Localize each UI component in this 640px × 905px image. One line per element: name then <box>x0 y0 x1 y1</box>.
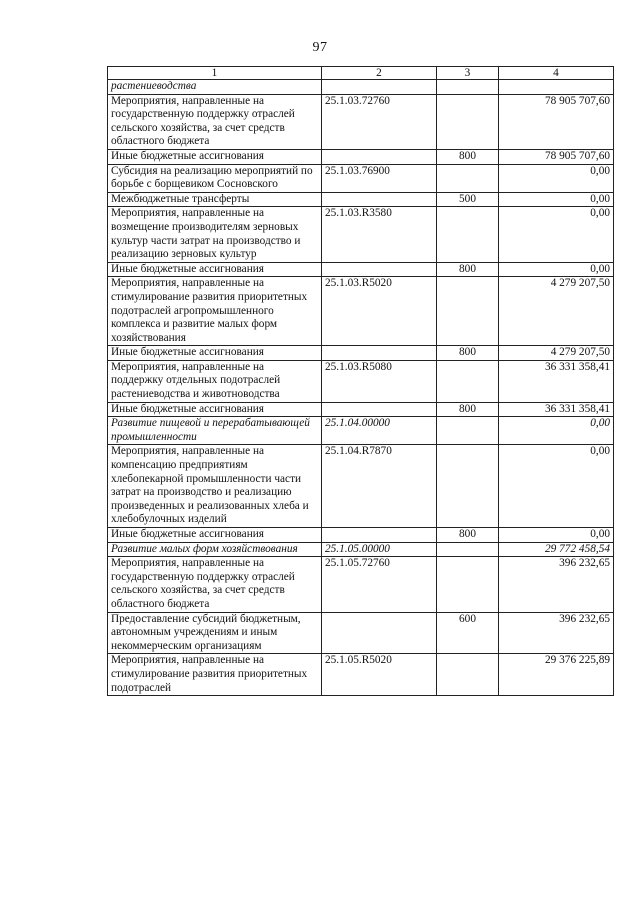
row-expense-type-cell <box>437 94 499 149</box>
header-cell: 2 <box>322 67 437 80</box>
row-amount-cell: 36 331 358,41 <box>499 402 614 417</box>
row-name-cell: Иные бюджетные ассигнования <box>108 346 322 361</box>
row-name-cell: Мероприятия, направленные на государственную поддержку отраслей сельского хозяйства, за счет средств областного бюджета <box>108 557 322 612</box>
row-code-cell: 25.1.04.00000 <box>322 417 437 445</box>
row-code-cell: 25.1.05.00000 <box>322 542 437 557</box>
header-row <box>108 67 614 80</box>
table-row <box>108 94 614 149</box>
table-row <box>108 528 614 543</box>
row-expense-type-cell <box>437 445 499 528</box>
table-row <box>108 612 614 654</box>
row-amount-cell: 0,00 <box>499 445 614 528</box>
row-amount-cell: 29 772 458,54 <box>499 542 614 557</box>
row-name-cell: Иные бюджетные ассигнования <box>108 262 322 277</box>
table-row <box>108 149 614 164</box>
row-name-cell: растениеводства <box>108 80 322 95</box>
table-row <box>108 445 614 528</box>
row-name-cell: Иные бюджетные ассигнования <box>108 528 322 543</box>
row-amount-cell: 0,00 <box>499 417 614 445</box>
row-name-cell: Мероприятия, направленные на стимулирование развития приоритетных подотраслей <box>108 654 322 696</box>
row-expense-type-cell: 500 <box>437 192 499 207</box>
row-amount-cell: 0,00 <box>499 528 614 543</box>
row-code-cell: 25.1.05.72760 <box>322 557 437 612</box>
row-name-cell: Мероприятия, направленные на государственную поддержку отраслей сельского хозяйства, за счет средств областного бюджета <box>108 94 322 149</box>
table-row <box>108 262 614 277</box>
header-cell: 4 <box>499 67 614 80</box>
row-expense-type-cell <box>437 164 499 192</box>
row-expense-type-cell <box>437 360 499 402</box>
table-body <box>108 80 614 696</box>
row-expense-type-cell <box>437 557 499 612</box>
row-name-cell: Мероприятия, направленные на стимулирование развития приоритетных подотраслей агропромышленного комплекса и развитие малых форм хозяйствования <box>108 277 322 346</box>
row-expense-type-cell <box>437 417 499 445</box>
row-name-cell: Иные бюджетные ассигнования <box>108 402 322 417</box>
header-cell: 1 <box>108 67 322 80</box>
row-amount-cell: 29 376 225,89 <box>499 654 614 696</box>
row-amount-cell: 0,00 <box>499 262 614 277</box>
row-expense-type-cell: 800 <box>437 346 499 361</box>
row-amount-cell: 78 905 707,60 <box>499 94 614 149</box>
table-row <box>108 277 614 346</box>
header-cell: 3 <box>437 67 499 80</box>
row-code-cell <box>322 528 437 543</box>
table-row <box>108 192 614 207</box>
row-amount-cell <box>499 80 614 95</box>
row-name-cell: Субсидия на реализацию мероприятий по борьбе с борщевиком Сосновского <box>108 164 322 192</box>
row-code-cell <box>322 192 437 207</box>
budget-table <box>107 66 614 696</box>
row-code-cell <box>322 262 437 277</box>
row-name-cell: Мероприятия, направленные на поддержку отдельных подотраслей растениеводства и животноводства <box>108 360 322 402</box>
row-amount-cell: 36 331 358,41 <box>499 360 614 402</box>
table-row <box>108 360 614 402</box>
row-code-cell <box>322 346 437 361</box>
row-code-cell <box>322 402 437 417</box>
row-code-cell: 25.1.03.76900 <box>322 164 437 192</box>
table-row <box>108 542 614 557</box>
row-code-cell: 25.1.03.R5080 <box>322 360 437 402</box>
row-code-cell <box>322 612 437 654</box>
table-row <box>108 80 614 95</box>
row-code-cell <box>322 149 437 164</box>
table-row <box>108 346 614 361</box>
row-expense-type-cell <box>437 80 499 95</box>
table-row <box>108 207 614 262</box>
row-name-cell: Иные бюджетные ассигнования <box>108 149 322 164</box>
row-amount-cell: 4 279 207,50 <box>499 277 614 346</box>
row-code-cell: 25.1.04.R7870 <box>322 445 437 528</box>
row-code-cell: 25.1.03.R5020 <box>322 277 437 346</box>
row-code-cell <box>322 80 437 95</box>
row-name-cell: Предоставление субсидий бюджетным, автономным учреждениям и иным некоммерческим организациям <box>108 612 322 654</box>
row-code-cell: 25.1.05.R5020 <box>322 654 437 696</box>
row-expense-type-cell <box>437 654 499 696</box>
row-amount-cell: 0,00 <box>499 207 614 262</box>
row-expense-type-cell <box>437 207 499 262</box>
row-name-cell: Межбюджетные трансферты <box>108 192 322 207</box>
row-expense-type-cell: 800 <box>437 402 499 417</box>
row-amount-cell: 0,00 <box>499 164 614 192</box>
row-expense-type-cell: 800 <box>437 262 499 277</box>
row-amount-cell: 396 232,65 <box>499 612 614 654</box>
row-expense-type-cell <box>437 277 499 346</box>
table-row <box>108 417 614 445</box>
row-name-cell: Мероприятия, направленные на компенсацию предприятиям хлебопекарной промышленности части затрат на производство и реализацию произведенных и реализованных хлеба и хлебобулочных изделий <box>108 445 322 528</box>
row-name-cell: Развитие малых форм хозяйствования <box>108 542 322 557</box>
row-amount-cell: 78 905 707,60 <box>499 149 614 164</box>
row-name-cell: Развитие пищевой и перерабатывающей промышленности <box>108 417 322 445</box>
table-row <box>108 402 614 417</box>
row-amount-cell: 396 232,65 <box>499 557 614 612</box>
row-amount-cell: 0,00 <box>499 192 614 207</box>
row-expense-type-cell: 800 <box>437 149 499 164</box>
row-expense-type-cell: 800 <box>437 528 499 543</box>
row-amount-cell: 4 279 207,50 <box>499 346 614 361</box>
row-expense-type-cell <box>437 542 499 557</box>
page-number: 97 <box>312 40 328 55</box>
table-row <box>108 557 614 612</box>
row-code-cell: 25.1.03.R3580 <box>322 207 437 262</box>
row-code-cell: 25.1.03.72760 <box>322 94 437 149</box>
row-expense-type-cell: 600 <box>437 612 499 654</box>
row-name-cell: Мероприятия, направленные на возмещение производителям зерновых культур части затрат на производство и реализацию зерновых культур <box>108 207 322 262</box>
table-row <box>108 164 614 192</box>
table-row <box>108 654 614 696</box>
